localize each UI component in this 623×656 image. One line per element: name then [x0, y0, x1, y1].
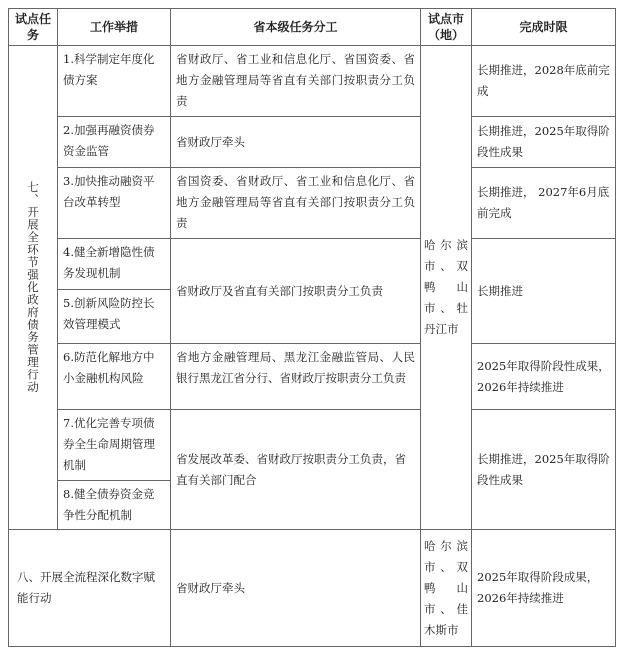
division-text: 省财政厅牵头 — [176, 580, 245, 595]
task8-deadline — [471, 529, 616, 647]
measure-text: 3.加快推动融资平台改革转型 — [63, 174, 155, 209]
task8-cities: 哈尔滨市、双鸭山市、佳木斯市 — [424, 538, 468, 637]
table-row-4-5-deadline — [471, 238, 616, 344]
task7-cities-cell — [420, 45, 472, 530]
deadline-text: 长期推进， 2027年6月底前完成 — [477, 185, 610, 220]
table-row-8-measure — [57, 480, 171, 530]
table-row-3-division — [170, 167, 421, 239]
task7-name-cell — [8, 45, 58, 530]
table-row-6-measure — [57, 343, 171, 410]
table-row-2-measure — [57, 116, 171, 168]
header-division-label: 省本级任务分工 — [253, 20, 338, 34]
table-row-4-5-division — [170, 238, 421, 344]
header-city — [420, 8, 472, 46]
table-row-3-measure — [57, 167, 171, 239]
table-row-2-deadline — [471, 116, 616, 168]
table-row-6-division — [170, 343, 421, 410]
table-row-6-deadline — [471, 343, 616, 410]
table-row-2-division — [170, 116, 421, 168]
task8-cities-cell — [420, 529, 472, 647]
division-text: 省财政厅牵头 — [176, 134, 245, 149]
header-task-label: 试点任务 — [14, 12, 51, 42]
header-measure-label: 工作举措 — [89, 20, 138, 34]
table-row-1-deadline — [471, 45, 616, 117]
measure-text: 4.健全新增隐性债务发现机制 — [63, 245, 155, 280]
deadline-text: 2025年取得阶段成果，2026年持续推进 — [477, 570, 599, 605]
task8-name-cell — [8, 529, 171, 647]
task8-name: 八、开展全流程深化数字赋能行动 — [17, 570, 155, 605]
task7-name: 七、开展全环节强化政府债务管理行动 — [26, 181, 40, 394]
measure-text: 5.创新风险防控长效管理模式 — [63, 296, 155, 331]
division-text: 省地方金融管理局、黑龙江金融监管局、人民银行黑龙江省分行、省财政厅按职责分工负责 — [176, 350, 415, 385]
measure-text: 7.优化完善专项债券全生命周期管理机制 — [63, 416, 155, 472]
table-row-1-division — [170, 45, 421, 117]
header-deadline — [471, 8, 616, 46]
division-text: 省财政厅、省工业和信息化厅、省国资委、省地方金融管理局等省直有关部门按职责分工负责 — [176, 52, 415, 108]
header-task — [8, 8, 58, 46]
deadline-text: 长期推进，2028年底前完成 — [477, 63, 610, 98]
division-text: 省发展改革委、省财政厅按职责分工负责，省直有关部门配合 — [176, 451, 406, 487]
table-row-7-measure — [57, 409, 171, 481]
table-row-7-8-division — [170, 409, 421, 530]
table-row-3-deadline — [471, 167, 616, 239]
measure-text: 6.防范化解地方中小金融机构风险 — [63, 350, 155, 385]
measure-text: 2.加强再融资债券资金监管 — [63, 123, 155, 158]
deadline-text: 长期推进，2025年取得阶段性成果 — [477, 124, 610, 159]
division-text: 省财政厅及省直有关部门按职责分工负责 — [176, 283, 383, 298]
header-city-label: 试点市（地） — [427, 12, 464, 42]
header-measure — [57, 8, 171, 46]
measure-text: 1.科学制定年度化债方案 — [63, 52, 155, 87]
header-division — [170, 8, 421, 46]
table-row-5-measure — [57, 289, 171, 344]
header-deadline-label: 完成时限 — [519, 20, 568, 34]
deadline-text: 长期推进，2025年取得阶段性成果 — [477, 451, 610, 487]
table-row-1-measure — [57, 45, 171, 117]
deadline-text: 2025年取得阶段性成果，2026年持续推进 — [477, 358, 610, 394]
measure-text: 8.健全债券资金竞争性分配机制 — [63, 487, 155, 522]
task8-division — [170, 529, 421, 647]
task7-cities: 哈尔滨市、双鸭山市、牡丹江市 — [424, 238, 468, 336]
deadline-text: 长期推进 — [477, 283, 523, 298]
table-row-4-measure — [57, 238, 171, 290]
table-row-7-8-deadline — [471, 409, 616, 530]
division-text: 省国资委、省财政厅、省工业和信息化厅、省地方金融管理局等省直有关部门按职责分工负责 — [176, 174, 415, 230]
